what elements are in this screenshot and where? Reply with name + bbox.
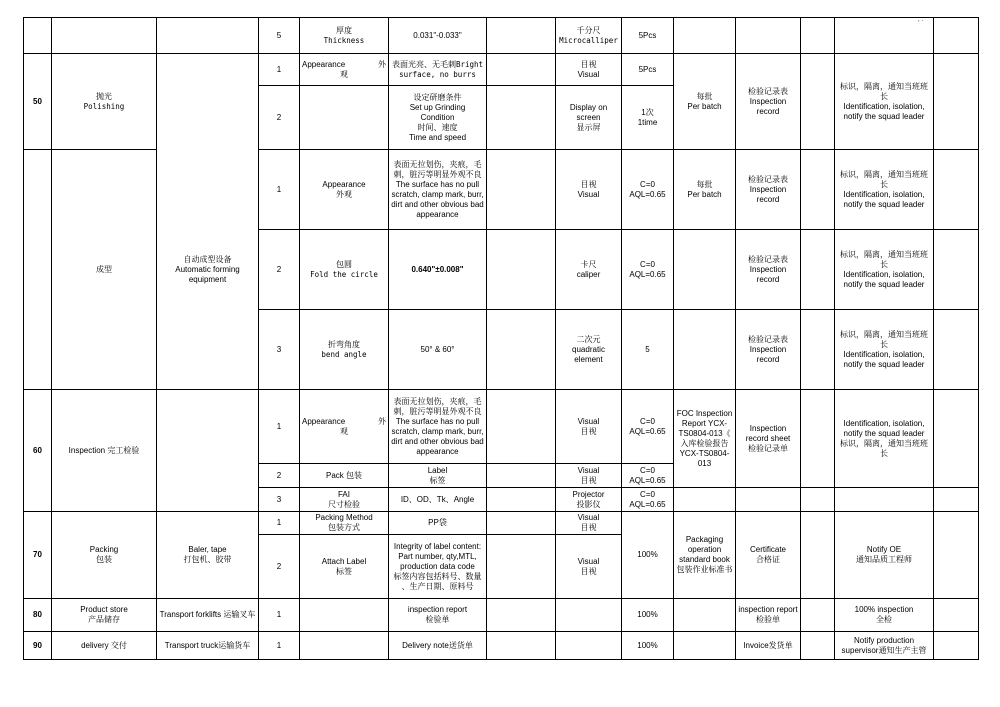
equipment: Transport forklifts 运输叉车 [157, 599, 259, 632]
sample-size: C=0 AQL=0.65 [622, 390, 674, 464]
op-name: Packing 包装 [52, 512, 157, 599]
corner-mark: , . [918, 17, 924, 23]
step-no: 1 [259, 599, 300, 632]
table-row [24, 632, 979, 660]
step-no: 1 [259, 54, 300, 86]
spec: Label 标签 [389, 464, 487, 488]
equipment: Baler, tape 打包机、胶带 [157, 512, 259, 599]
tool: 目视 Visual [556, 54, 622, 86]
frequency: Packaging operation standard book 包装作业标准书 [674, 512, 736, 599]
record: 检验记录表 Inspection record [736, 54, 801, 150]
op-number: 80 [24, 599, 52, 632]
step-no: 1 [259, 512, 300, 535]
record: inspection report 检验单 [736, 599, 801, 632]
op-name: 抛光 Polishing [52, 54, 157, 150]
step-no: 2 [259, 464, 300, 488]
table-row [24, 18, 979, 54]
step-no: 5 [259, 18, 300, 54]
record: Certificate 合格证 [736, 512, 801, 599]
table-row [24, 512, 979, 535]
spec: 设定研磨条件 Set up Grinding Condition 时间、速度 Time and speed [389, 86, 487, 150]
spec: 0.640"±0.008" [389, 230, 487, 310]
spec: ID、OD、Tk、Angle [389, 488, 487, 512]
tool: 卡尺 caliper [556, 230, 622, 310]
reaction-plan: Notify production supervisor通知生产主管 [835, 632, 934, 660]
table-row [24, 310, 979, 390]
step-no: 2 [259, 535, 300, 599]
table-row [24, 230, 979, 310]
spec: 表面无拉划伤，夹痕，毛 刺，脏污等明显外观不良 The surface has no pull scratch, clamp mark, burr, dirt and other obvious bad appearance [389, 390, 487, 464]
reaction-plan: 标识，隔离，通知当班班 长 Identification, isolation, notify the squad leader [835, 150, 934, 230]
sample-size: 5Pcs [622, 18, 674, 54]
tool: Projector 投影仪 [556, 488, 622, 512]
frequency: 每批 Per batch [674, 54, 736, 150]
check-item: Appearance 外 观 [300, 390, 389, 464]
reaction-plan: Identification, isolation, notify the squad leader 标识，隔离，通知当班班 长 [835, 390, 934, 488]
tool: Display on screen 显示屏 [556, 86, 622, 150]
step-no: 2 [259, 86, 300, 150]
check-item: 折弯角度 bend angle [300, 310, 389, 390]
frequency: 每批 Per batch [674, 150, 736, 230]
spec: 表面光亮、无毛刺Bright surface, no burrs [389, 54, 487, 86]
op-number: 50 [24, 54, 52, 150]
record: Inspection record sheet 检验记录单 [736, 390, 801, 488]
sample-size: 1次 1time [622, 86, 674, 150]
frequency: FOC Inspection Report YCX- TS0804-013《 入库检验报告 YCX-TS0804- 013 [674, 390, 736, 488]
sample-size: 5Pcs [622, 54, 674, 86]
reaction-plan: 标识，隔离，通知当班班 长 Identification, isolation, notify the squad leader [835, 54, 934, 150]
tool: 千分尺 Microcalliper [556, 18, 622, 54]
spec: Integrity of label content: Part number, qty,MTL, production data code 标签内容包括料号、数量 、生产日期、原料号 [389, 535, 487, 599]
spec: 50° & 60° [389, 310, 487, 390]
reaction-plan: 100% inspection 全检 [835, 599, 934, 632]
table-row [24, 390, 979, 464]
record: 检验记录表 Inspection record [736, 150, 801, 230]
spec: 0.031"-0.033" [389, 18, 487, 54]
check-item: 包圆 Fold the circle [300, 230, 389, 310]
table-row [24, 54, 979, 86]
tool: Visual 目视 [556, 390, 622, 464]
check-item: Pack 包装 [300, 464, 389, 488]
spec: 表面无拉划伤，夹痕，毛 刺，脏污等明显外观不良 The surface has no pull scratch, clamp mark, burr, dirt and other obvious bad appearance [389, 150, 487, 230]
tool: Visual 目视 [556, 535, 622, 599]
check-item: FAI 尺寸检验 [300, 488, 389, 512]
reaction-plan: Notify OE 通知品质工程师 [835, 512, 934, 599]
op-name: Product store 产品储存 [52, 599, 157, 632]
op-number: 60 [24, 390, 52, 512]
table-row [24, 599, 979, 632]
reaction-plan: 标识，隔离，通知当班班 长 Identification, isolation, notify the squad leader [835, 230, 934, 310]
op-name: 成型 [52, 150, 157, 390]
op-name: delivery 交付 [52, 632, 157, 660]
tool: Visual 目视 [556, 464, 622, 488]
tool: Visual 目视 [556, 512, 622, 535]
check-item: 厚度 Thickness [300, 18, 389, 54]
tool: 二次元 quadratic element [556, 310, 622, 390]
reaction-plan: 标识，隔离，通知当班班 长 Identification, isolation, notify the squad leader [835, 310, 934, 390]
spec: inspection report 检验单 [389, 599, 487, 632]
record: 检验记录表 Inspection record [736, 310, 801, 390]
sample-size: C=0 AQL=0.65 [622, 488, 674, 512]
spec: Delivery note送货单 [389, 632, 487, 660]
step-no: 1 [259, 632, 300, 660]
spec: PP袋 [389, 512, 487, 535]
check-item: Packing Method 包装方式 [300, 512, 389, 535]
check-item: Appearance 外 观 [300, 54, 389, 86]
step-no: 1 [259, 150, 300, 230]
op-name: Inspection 完工检验 [52, 390, 157, 512]
sample-size: 100% [622, 632, 674, 660]
sample-size: 100% [622, 512, 674, 599]
op-number: 90 [24, 632, 52, 660]
sample-size: 5 [622, 310, 674, 390]
record: Invoice发货单 [736, 632, 801, 660]
step-no: 2 [259, 230, 300, 310]
step-no: 3 [259, 310, 300, 390]
check-item: Attach Label 标签 [300, 535, 389, 599]
check-item: Appearance 外观 [300, 150, 389, 230]
equipment: 自动成型设备 Automatic forming equipment [157, 230, 259, 310]
control-plan-table [23, 17, 979, 660]
step-no: 3 [259, 488, 300, 512]
record: 检验记录表 Inspection record [736, 230, 801, 310]
tool: 目视 Visual [556, 150, 622, 230]
equipment: Transport truck运输货车 [157, 632, 259, 660]
sample-size: C=0 AQL=0.65 [622, 464, 674, 488]
sample-size: C=0 AQL=0.65 [622, 230, 674, 310]
op-number: 70 [24, 512, 52, 599]
sample-size: 100% [622, 599, 674, 632]
sample-size: C=0 AQL=0.65 [622, 150, 674, 230]
step-no: 1 [259, 390, 300, 464]
